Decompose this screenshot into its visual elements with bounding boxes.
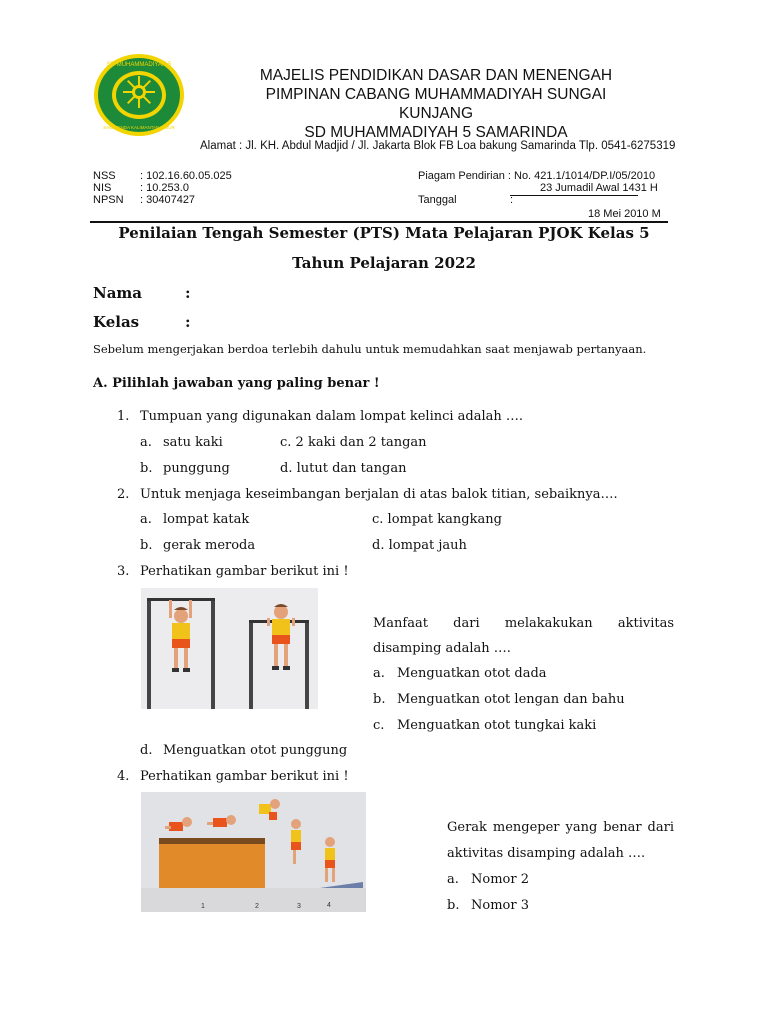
hanging-bar-figures-icon	[141, 588, 318, 709]
q3-side-text-2: disamping adalah ….	[373, 641, 511, 656]
q2-option-b: gerak meroda	[163, 538, 256, 553]
q2-option-a-letter: a.	[140, 512, 152, 527]
nama-label: Nama	[93, 284, 143, 302]
q3-option-d: Menguatkan otot punggung	[163, 743, 348, 758]
question-3-text: Perhatikan gambar berikut ini !	[140, 564, 349, 579]
piagam-pendirian: Piagam Pendirian : No. 421.1/1014/DP.I/05/2010	[418, 170, 656, 182]
q3-option-a: Menguatkan otot dada	[397, 666, 547, 681]
question-4-text: Perhatikan gambar berikut ini !	[140, 769, 349, 784]
q4-option-b-letter: b.	[447, 898, 460, 913]
image-number-2: 2	[255, 903, 259, 910]
header-divider	[90, 221, 668, 223]
instruction-text: Sebelum mengerjakan berdoa terlebih dahulu untuk memudahkan saat menjawab pertanyaan.	[93, 342, 647, 356]
question-2-text: Untuk menjaga keseimbangan berjalan di atas balok titian, sebaiknya….	[140, 487, 618, 502]
q3-option-c: Menguatkan otot tungkai kaki	[397, 718, 597, 733]
pull-up-illustration	[141, 588, 318, 709]
header-line-3: KUNJANG	[398, 105, 474, 122]
q3-option-b: Menguatkan otot lengan dan bahu	[397, 692, 625, 707]
nis-value: : 10.253.0	[140, 182, 189, 194]
q1-option-c: c. 2 kaki dan 2 tangan	[280, 435, 427, 450]
muhammadiyah-logo-icon	[92, 52, 186, 138]
q4-option-a: Nomor 2	[471, 872, 529, 887]
question-3-number: 3.	[117, 564, 130, 579]
date-underline	[510, 195, 638, 196]
header-line-1: MAJELIS PENDIDIKAN DASAR DAN MENENGAH	[259, 67, 613, 84]
nss-value: : 102.16.60.05.025	[140, 170, 232, 182]
q1-option-b-letter: b.	[140, 461, 153, 476]
hijri-date: 23 Jumadil Awal 1431 H	[540, 182, 658, 194]
header-line-2: PIMPINAN CABANG MUHAMMADIYAH SUNGAI	[265, 86, 607, 103]
tanggal-label: Tanggal	[418, 194, 457, 206]
q4-option-b: Nomor 3	[471, 898, 529, 913]
nama-colon: :	[185, 284, 191, 302]
q2-option-d: d. lompat jauh	[372, 538, 467, 553]
masehi-date: 18 Mei 2010 M	[588, 208, 661, 220]
q1-option-d: d. lutut dan tangan	[280, 461, 407, 476]
npsn-label: NPSN	[93, 194, 124, 206]
q3-option-d-letter: d.	[140, 743, 153, 758]
question-2-number: 2.	[117, 487, 130, 502]
q2-option-c: c. lompat kangkang	[372, 512, 502, 527]
section-a-heading: A. Pilihlah jawaban yang paling benar !	[93, 376, 380, 391]
question-1-number: 1.	[117, 409, 130, 424]
q4-option-a-letter: a.	[447, 872, 459, 887]
vaulting-figures-icon	[141, 792, 366, 912]
exam-title: Penilaian Tengah Semester (PTS) Mata Pelajaran PJOK Kelas 5	[118, 224, 650, 242]
q3-option-a-letter: a.	[373, 666, 385, 681]
q4-side-text-2: aktivitas disamping adalah ….	[447, 846, 646, 861]
nss-label: NSS	[93, 170, 116, 182]
q4-side-text-1: Gerak mengeper yang benar dari	[447, 820, 674, 835]
nis-label: NIS	[93, 182, 112, 194]
logo-bottom-text: SAMARINDA KALIMANTAN TIMUR	[103, 125, 175, 130]
school-address: Alamat : Jl. KH. Abdul Madjid / Jl. Jakarta Blok FB Loa bakung Samarinda Tlp. 0541-6275319	[200, 140, 676, 152]
q2-option-b-letter: b.	[140, 538, 153, 553]
image-number-1: 1	[201, 903, 205, 910]
q1-option-a-letter: a.	[140, 435, 152, 450]
kelas-label: Kelas	[93, 313, 140, 331]
image-number-4: 4	[327, 902, 331, 909]
exam-year: Tahun Pelajaran 2022	[292, 254, 476, 272]
q3-side-text-1: Manfaat dari melakakukan aktivitas	[373, 616, 674, 631]
vault-illustration	[141, 792, 366, 912]
school-logo	[92, 52, 186, 138]
q1-option-b: punggung	[163, 461, 230, 476]
q1-option-a: satu kaki	[163, 435, 223, 450]
npsn-value: : 30407427	[140, 194, 196, 206]
question-1-text: Tumpuan yang digunakan dalam lompat kelinci adalah ….	[140, 409, 524, 424]
school-name: SD MUHAMMADIYAH 5 SAMARINDA	[304, 124, 568, 141]
q3-option-b-letter: b.	[373, 692, 386, 707]
question-4-number: 4.	[117, 769, 130, 784]
tanggal-colon: :	[510, 194, 514, 206]
q3-option-c-letter: c.	[373, 718, 385, 733]
logo-top-text: SD MUHAMMADIYAH 5	[106, 62, 172, 68]
kelas-colon: :	[185, 313, 191, 331]
q2-option-a: lompat katak	[163, 512, 250, 527]
image-number-3: 3	[297, 903, 301, 910]
